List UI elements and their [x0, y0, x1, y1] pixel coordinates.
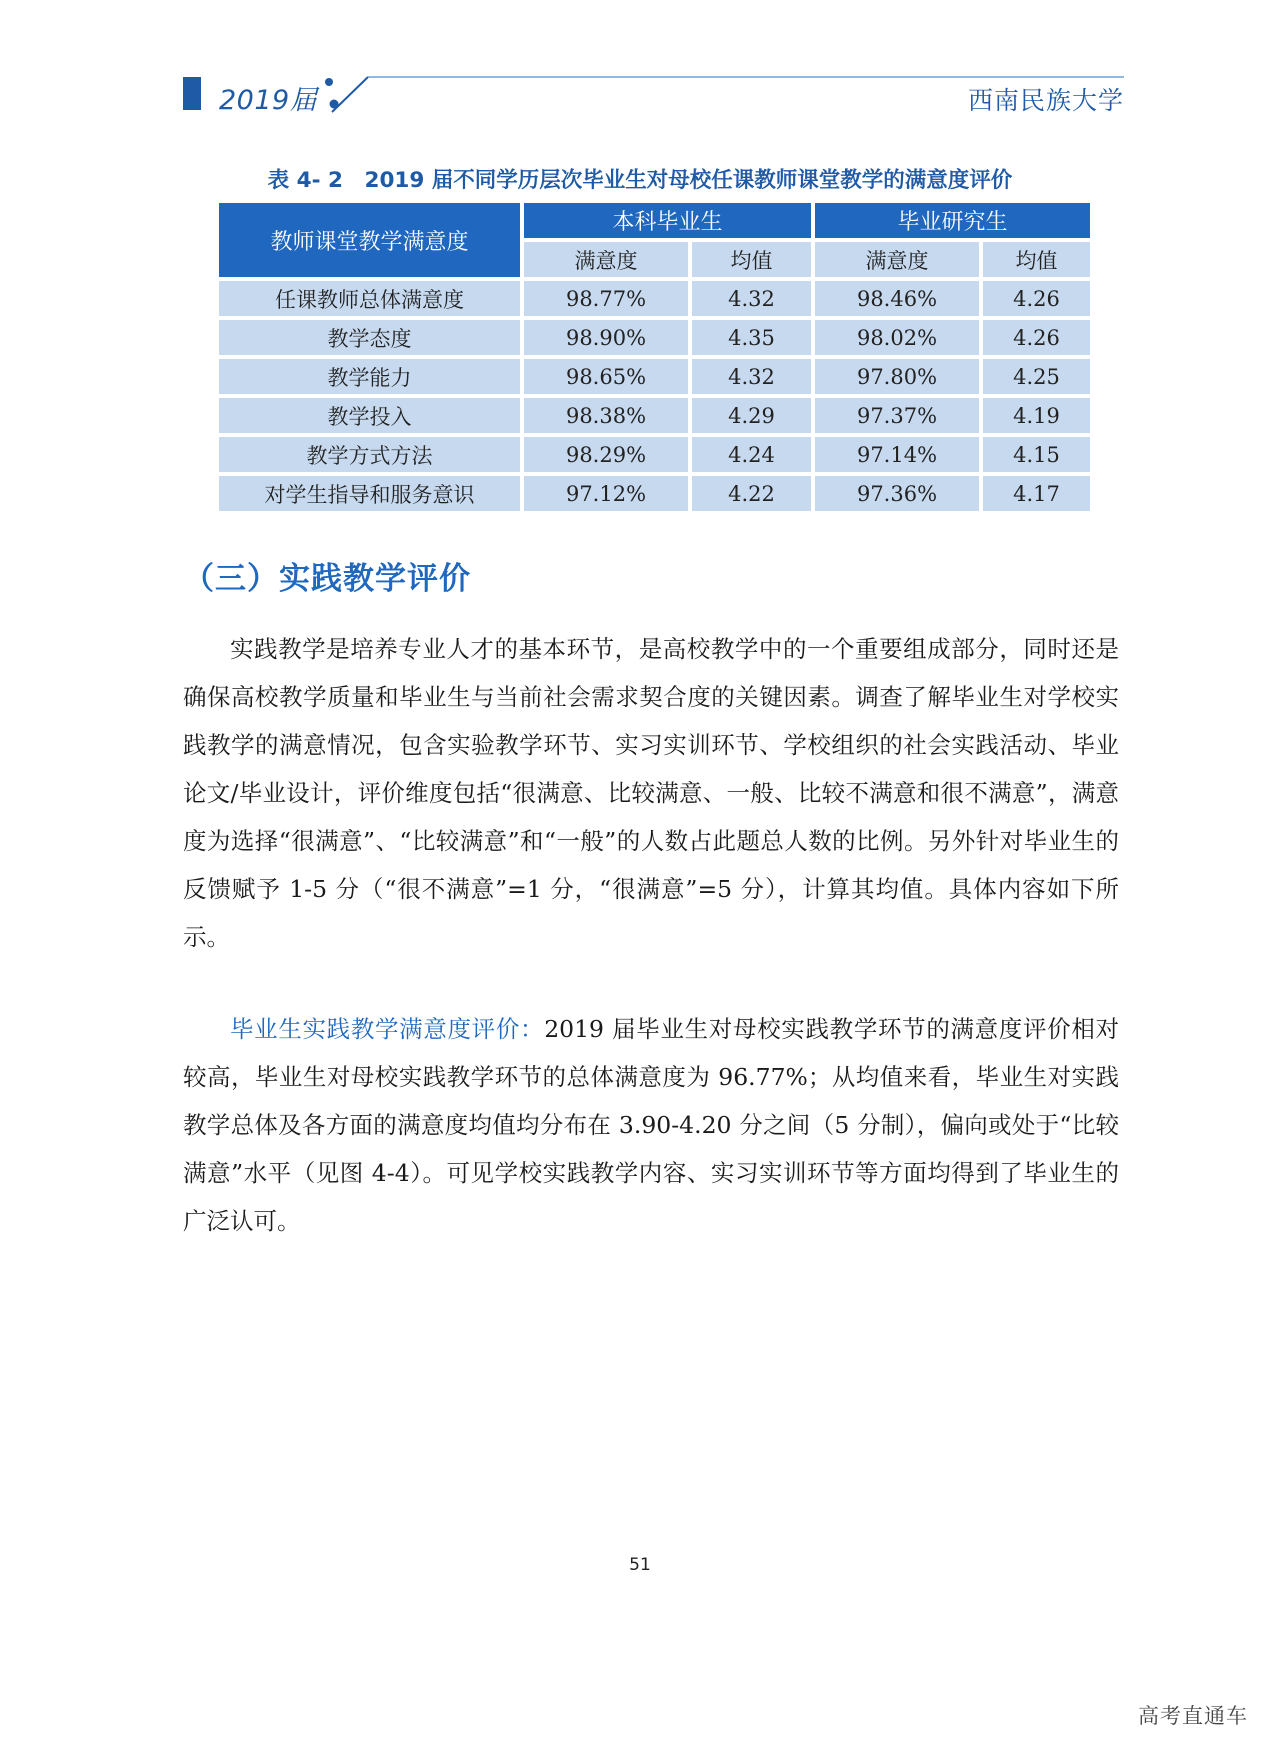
table-cell: 4.24 [692, 437, 811, 472]
table-cell: 4.26 [983, 281, 1090, 316]
row-label-cell: 教学能力 [219, 359, 520, 394]
table-row [219, 437, 1090, 472]
group-header-graduate: 毕业研究生 [815, 203, 1090, 238]
section-heading: （三）实践教学评价 [183, 561, 471, 597]
table-cell: 98.77% [524, 281, 688, 316]
page-header [0, 0, 1280, 130]
table-cell: 4.25 [983, 359, 1090, 394]
watermark-text: 高考直通车 [1138, 1704, 1248, 1728]
table-row [219, 320, 1090, 355]
table-cell: 98.90% [524, 320, 688, 355]
table-cell: 4.26 [983, 320, 1090, 355]
table-header-row-1 [219, 203, 1090, 238]
header-accent-bar [183, 77, 201, 110]
table-cell: 4.32 [692, 281, 811, 316]
table-cell: 98.02% [815, 320, 979, 355]
table-cell: 97.12% [524, 476, 688, 511]
table-cell: 4.15 [983, 437, 1090, 472]
table-row [219, 476, 1090, 511]
table-cell: 4.32 [692, 359, 811, 394]
table-cell: 4.22 [692, 476, 811, 511]
table-caption: 表 4- 2 2019 届不同学历层次毕业生对母校任课教师课堂教学的满意度评价 [267, 168, 1013, 193]
table-row [219, 281, 1090, 316]
body-paragraph-practice-evaluation [183, 1005, 1119, 1245]
table-cell: 4.29 [692, 398, 811, 433]
row-label-cell: 对学生指导和服务意识 [219, 476, 520, 511]
table-cell: 97.14% [815, 437, 979, 472]
table-row [219, 359, 1090, 394]
row-label-cell: 教学投入 [219, 398, 520, 433]
sub-header-cell: 均值 [983, 242, 1090, 277]
paragraph-body-text: 2019 届毕业生对母校实践教学环节的满意度评价相对较高，毕业生对母校实践教学环节的总体满意度为 96.77%；从均值来看，毕业生对实践教学总体及各方面的满意度均值均分布在 3.90-4.20 分之间（5 分制），偏向或处于“比较满意”水平（见图 4-4）。可见学校实践教学内容、实习实训环节等方面均得到了毕业生的广泛认可。 [183, 1015, 1119, 1235]
table-cell: 4.35 [692, 320, 811, 355]
table-row [219, 398, 1090, 433]
header-year-label: 2019届 [219, 85, 318, 116]
table-cell: 97.80% [815, 359, 979, 394]
page-number: 51 [629, 1555, 651, 1575]
table-cell: 98.38% [524, 398, 688, 433]
header-dot-bottom [330, 100, 339, 109]
group-header-undergrad: 本科毕业生 [524, 203, 811, 238]
table-cell: 4.19 [983, 398, 1090, 433]
satisfaction-table [215, 199, 1094, 515]
table-cell: 97.36% [815, 476, 979, 511]
header-university-name: 西南民族大学 [967, 86, 1124, 115]
table-cell: 98.46% [815, 281, 979, 316]
header-dot-top [325, 78, 333, 86]
table-cell: 4.17 [983, 476, 1090, 511]
body-paragraph-practice-intro: 实践教学是培养专业人才的基本环节，是高校教学中的一个重要组成部分，同时还是确保高校教学质量和毕业生与当前社会需求契合度的关键因素。调查了解毕业生对学校实践教学的满意情况，包含实验教学环节、实习实训环节、学校组织的社会实践活动、毕业论文/毕业设计，评价维度包括“很满意、比较满意、一般、比较不满意和很不满意”，满意度为选择“很满意”、“比较满意”和“一般”的人数占此题总人数的比例。另外针对毕业生的反馈赋予 1-5 分（“很不满意”=1 分，“很满意”=5 分），计算其均值。具体内容如下所示。 [183, 635, 1119, 951]
row-header-cell: 教师课堂教学满意度 [219, 203, 520, 277]
sub-header-cell: 满意度 [524, 242, 688, 277]
table-cell: 98.29% [524, 437, 688, 472]
table-cell: 98.65% [524, 359, 688, 394]
row-label-cell: 教学态度 [219, 320, 520, 355]
paragraph-lead-highlight: 毕业生实践教学满意度评价： [230, 1015, 545, 1043]
table-cell: 97.37% [815, 398, 979, 433]
sub-header-cell: 满意度 [815, 242, 979, 277]
row-label-cell: 教学方式方法 [219, 437, 520, 472]
sub-header-cell: 均值 [692, 242, 811, 277]
row-label-cell: 任课教师总体满意度 [219, 281, 520, 316]
